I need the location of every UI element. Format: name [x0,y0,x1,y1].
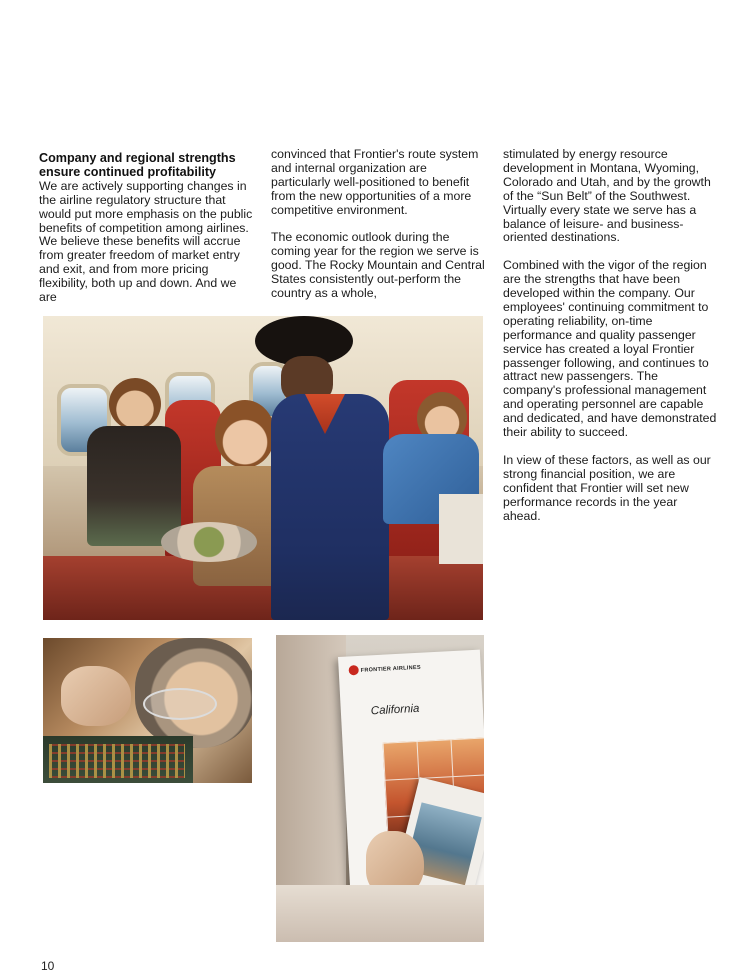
text-column-2 [271,148,486,301]
frontier-logo-icon [348,665,359,676]
reader-sleeve [276,885,484,942]
seat-armrest [439,494,483,564]
flight-attendant [271,394,389,620]
body-paragraph: stimulated by energy resource development in Montana, Wyoming, Colorado and Utah, and by the growth of the “Sun Belt” of the Southwest. Virtually every state we serve has a balance of leisure- and business-oriented destinations. [503,147,711,245]
passenger [215,400,275,468]
technician-photo [43,638,252,783]
page-number: 10 [41,959,55,973]
brochure-title: California [370,702,420,718]
cabin-service-photo [43,316,483,620]
brochure-photo [276,635,484,942]
meal-tray [161,522,257,562]
brochure-brand: FRONTIER AIRLINES [360,664,422,674]
body-paragraph: We are actively supporting changes in the airline regulatory structure that would put more emphasis on the public benefits of competition among airlines. We believe these benefits will accrue from greater freedom of market entry and exit, and from more pricing flexibility, both up and down. And we are [39,178,253,305]
circuit-components [49,744,185,778]
body-paragraph: convinced that Frontier's route system and internal organization are particularly well-positioned to benefit from the new opportunities of a more competitive environment. [271,147,479,217]
section-heading: Company and regional strengths ensure continued profitability [39,151,236,179]
text-column-1 [39,152,254,305]
passenger [87,426,181,546]
technician-hand [61,666,131,726]
body-paragraph: Combined with the vigor of the region are the strengths that have been developed within the company. Our employees' continuing commitment to operating reliability, on-time performance and quality passenger service has created a loyal Frontier passenger following, and continues to attract new passengers. The company's professional management and operating personnel are capable and dedicated, and have demonstrated their ability to succeed. [503,258,717,440]
passenger [109,378,161,430]
eyeglasses [143,688,217,720]
body-paragraph: In view of these factors, as well as our strong financial position, we are confident that Frontier will set new performance records in the year ahead. [503,452,711,523]
text-column-3 [503,148,718,523]
body-paragraph: The economic outlook during the coming year for the region we serve is good. The Rocky Mountain and Central States consistently out-perform the country as a whole, [271,230,485,301]
